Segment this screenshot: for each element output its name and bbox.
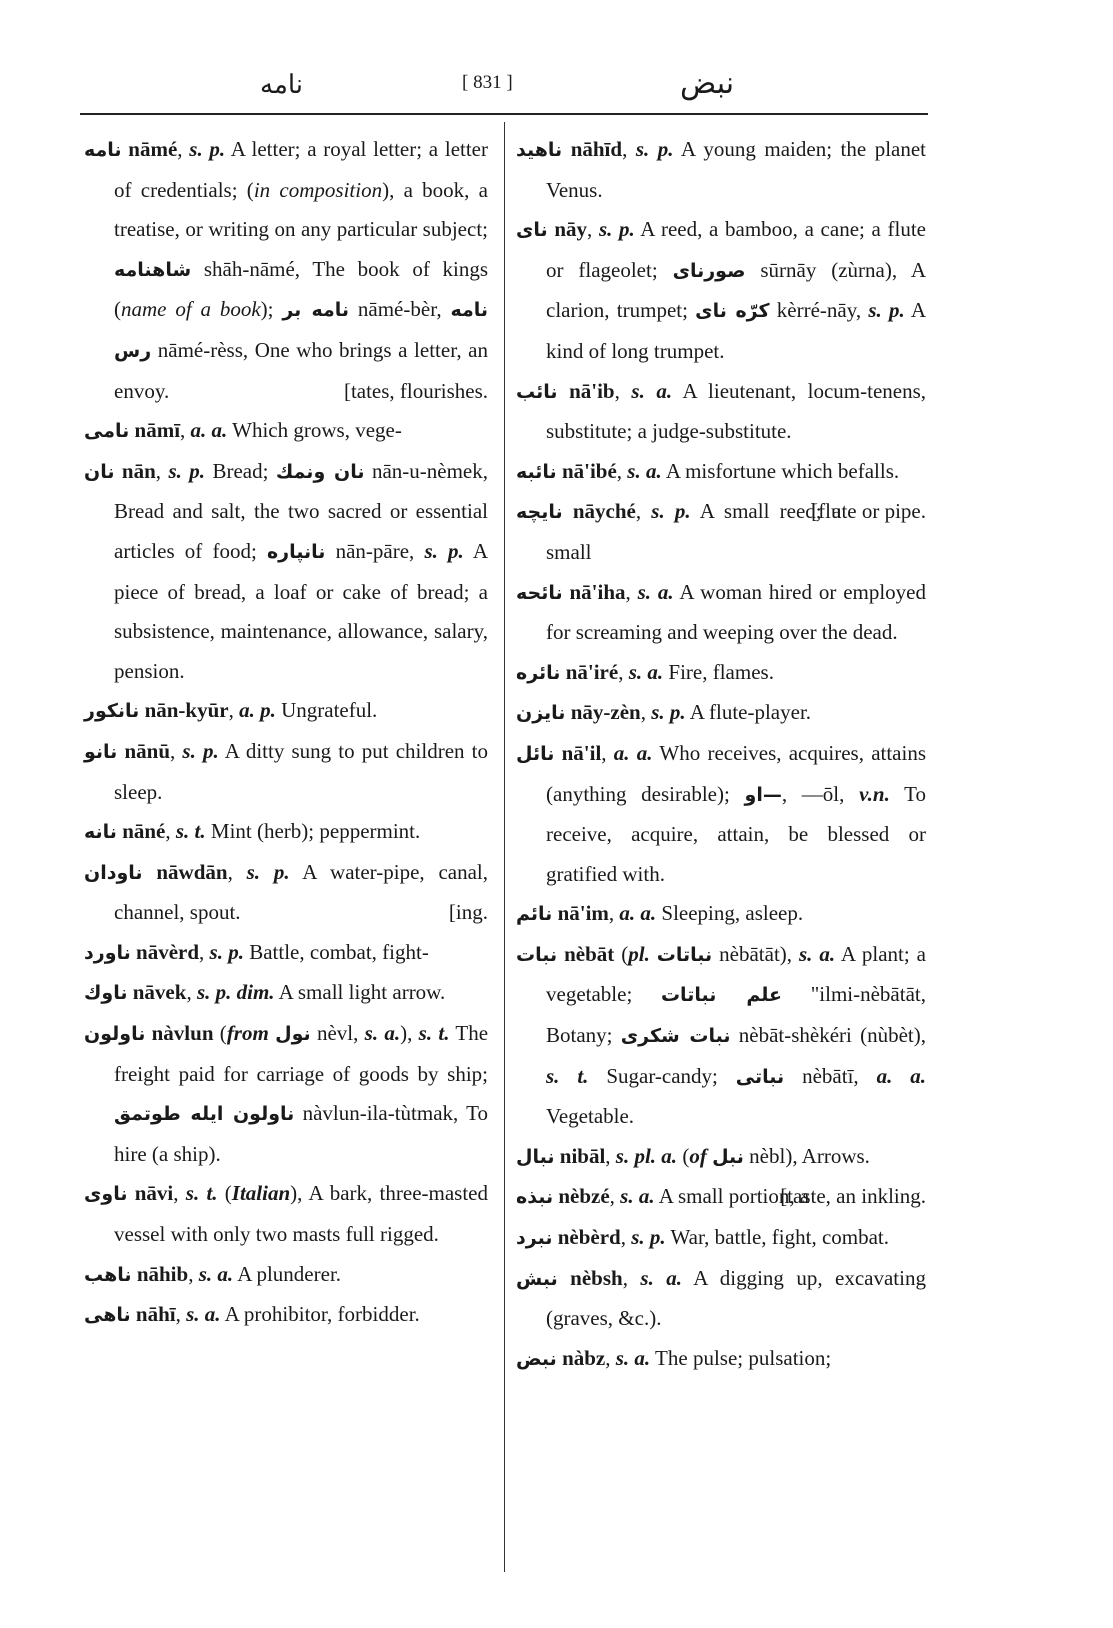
grammar-label: v.n. (859, 781, 890, 806)
definition-text: A small reed; a small (546, 499, 842, 564)
entry-transliteration: nàvlun (145, 1021, 214, 1046)
grammar-label: of (689, 1143, 707, 1168)
definition-text: , (625, 579, 638, 604)
definition-text: , (635, 499, 652, 524)
definition-text: A young maiden; the planet Venus. (546, 137, 927, 202)
dictionary-entry (84, 411, 488, 452)
grammar-label: s. t. (418, 1021, 450, 1046)
entry-transliteration: nā'ib (557, 378, 615, 403)
definition-text: nèvl, (310, 1021, 365, 1046)
definition-text: , (199, 939, 210, 964)
dictionary-entry (516, 734, 926, 894)
definition-text: , (186, 980, 197, 1005)
definition-text: A prohibitor, forbidder. (220, 1302, 420, 1327)
definition-text: nèbātī, (784, 1063, 877, 1088)
entry-arabic-headword: نان (84, 460, 115, 483)
column-divider (504, 122, 505, 1572)
entry-arabic-headword: ناهى (84, 1304, 131, 1327)
definition-text: A small light arrow. (274, 980, 446, 1005)
entry-transliteration: nāvi (127, 1181, 174, 1206)
definition-text: , (614, 378, 632, 403)
entry-transliteration: nāvek (127, 980, 187, 1005)
definition-text: A plunderer. (233, 1261, 342, 1286)
definition-text: , (170, 738, 183, 763)
definition-text: A water-pipe, canal, channel, spout. (114, 859, 488, 925)
grammar-label: s. a. (364, 1021, 401, 1046)
entry-arabic-headword: نانكور (84, 700, 140, 723)
grammar-label: s. p. (209, 939, 244, 964)
definition-text: , (616, 458, 628, 483)
definition-text: A flute-player. (685, 700, 812, 725)
carry-over-text: [taste, an inkling. (780, 1184, 926, 1209)
entry-transliteration: nā'iha (562, 579, 626, 604)
dictionary-entry (84, 973, 488, 1014)
dictionary-entry (516, 894, 926, 935)
entry-arabic-headword: نبرد (516, 1227, 553, 1250)
dictionary-entry (84, 732, 488, 812)
entry-transliteration: nèbzé (553, 1184, 610, 1209)
entry-transliteration: nāyché (562, 499, 636, 524)
grammar-label: pl. (628, 941, 650, 966)
carry-over-text: [ing. (448, 900, 488, 925)
definition-text: Bread; (205, 458, 276, 483)
entry-arabic-headword: نائم (516, 903, 553, 926)
grammar-label: a. a. (619, 901, 657, 926)
grammar-label: s. a. (637, 579, 674, 604)
grammar-label: s. a. (640, 1265, 683, 1290)
grammar-label: s. t. (185, 1181, 218, 1206)
grammar-label: s. a. (627, 458, 662, 483)
grammar-label: s. a. (198, 1261, 234, 1286)
grammar-label: Italian (231, 1181, 291, 1206)
definition-text: A misfortune which befalls. (661, 458, 900, 483)
definition-text: , (605, 1345, 616, 1370)
grammar-label: from (226, 1021, 269, 1046)
carry-over-text: [tates, flourishes. (343, 378, 488, 403)
dictionary-entry (516, 573, 926, 653)
entry-transliteration: nā'ibé (556, 458, 617, 483)
definition-text: Fire, flames. (663, 659, 774, 684)
arabic-phrase: كرّه نای (695, 300, 770, 323)
definition-text: A small portion, a (654, 1184, 810, 1209)
definition-text: , (608, 901, 620, 926)
definition-text: nèbāt-shèkéri (nùbèt), (730, 1023, 927, 1048)
entry-transliteration: nèbāt (557, 941, 615, 966)
arabic-phrase: —او (744, 783, 782, 806)
definition-text: , (587, 217, 599, 242)
definition-text: ), (400, 1021, 419, 1046)
grammar-label: s. a. (631, 378, 673, 403)
grammar-label: s. t. (175, 819, 206, 844)
entry-arabic-headword: نامی (84, 420, 130, 443)
grammar-label: s. a. (798, 941, 836, 966)
grammar-label: s. p. (189, 137, 226, 161)
grammar-label: s. p. (598, 217, 635, 242)
grammar-label: s. a. (615, 1345, 651, 1370)
dictionary-entry (84, 1295, 488, 1336)
entry-arabic-headword: نبات (516, 943, 558, 966)
entry-arabic-headword: ناولون (84, 1023, 146, 1046)
entry-transliteration: nāhī (130, 1302, 176, 1327)
entry-arabic-headword: ناورد (84, 941, 131, 964)
entry-arabic-headword: نائب (516, 380, 558, 403)
entry-arabic-headword: نائره (516, 661, 561, 684)
dictionary-entry (84, 933, 488, 974)
definition-text: ( (213, 1021, 227, 1046)
definition-text: A digging up, excavating (graves, &c.). (546, 1265, 926, 1331)
entry-arabic-headword: نبال (516, 1145, 555, 1168)
definition-text: , (640, 700, 652, 725)
definition-text: ( (677, 1143, 690, 1168)
definition-text: , (165, 819, 176, 844)
definition-text: nān-u-nèmek, Bread and salt, the two sacred or essential articles of food; (114, 458, 488, 563)
entry-arabic-headword: نبش (516, 1267, 558, 1290)
entry-transliteration: nā'iré (560, 659, 619, 684)
entry-arabic-headword: نامه (84, 139, 122, 161)
dictionary-entry (516, 1218, 926, 1259)
entry-arabic-headword: نائل (516, 742, 555, 765)
definition-text: ( (614, 941, 629, 966)
entry-transliteration: nāmī (129, 418, 181, 443)
entry-transliteration: nā'im (552, 901, 609, 926)
dictionary-entry (84, 691, 488, 732)
definition-text: nèbātāt), (712, 941, 799, 966)
definition-text: , (173, 1181, 186, 1206)
dictionary-entry (84, 1255, 488, 1296)
definition-text: , (620, 1225, 632, 1250)
definition-text: Mint (herb); peppermint. (205, 819, 421, 844)
definition-text: , (601, 740, 614, 765)
definition-text: A plant; a vegetable; (546, 941, 926, 1007)
definition-text: To receive, acquire, attain, be blessed or gratified with. (546, 781, 927, 886)
arabic-phrase: نباتات (656, 943, 713, 966)
definition-text: nān-pāre, (325, 538, 425, 563)
arabic-phrase: نباتى (735, 1065, 785, 1088)
arabic-phrase: ناولون ايله طوتمق (114, 1103, 295, 1126)
definition-text: A letter; a royal letter; a letter of credentials; ( (114, 137, 488, 202)
definition-text: "ilmi-nèbātāt, Botany; (546, 982, 926, 1048)
definition-text: nāmé-bèr, (349, 297, 451, 322)
grammar-label: s. p. (651, 499, 691, 524)
definition-text: , (188, 1261, 199, 1286)
arabic-phrase: نامه رس (114, 299, 488, 362)
entry-transliteration: nā'il (554, 740, 602, 765)
definition-text: ), a book, a treatise, or writing on any particular subject; (114, 177, 489, 242)
entry-transliteration: nānū (117, 738, 171, 763)
definition-text: Ungrateful. (275, 698, 378, 723)
arabic-phrase: علم نباتات (660, 984, 783, 1007)
definition-text: A woman hired or employed for screaming and weeping over the dead. (546, 579, 926, 645)
entry-transliteration: nān (114, 458, 156, 483)
dictionary-entry (84, 1014, 488, 1174)
entry-arabic-headword: نايچه (516, 501, 563, 524)
definition-text: , (175, 1302, 187, 1327)
definition-text: Vegetable. (546, 1104, 635, 1129)
dictionary-entry (516, 935, 926, 1137)
entry-transliteration: nāwdān (142, 859, 228, 884)
definition-text: The freight paid for carriage of goods by ship; (114, 1021, 489, 1086)
entry-arabic-headword: نبذه (516, 1186, 554, 1209)
right-column (516, 130, 926, 1379)
arabic-phrase: نانپاره (266, 540, 326, 563)
definition-text: , (609, 1184, 621, 1209)
arabic-phrase: نامه بر (282, 299, 350, 322)
carry-over-text: [flute or pipe. (811, 499, 926, 524)
definition-text: , (177, 137, 190, 161)
grammar-label: s. p. (246, 859, 290, 884)
definition-text: ( (217, 1181, 232, 1206)
definition-text: , (622, 1265, 641, 1290)
definition-text: , (622, 137, 636, 161)
entry-arabic-headword: نبض (516, 1347, 557, 1370)
definition-text: , (605, 1143, 616, 1168)
grammar-label: s. p. (635, 137, 674, 161)
entry-arabic-headword: ناوك (84, 982, 128, 1005)
grammar-label: s. p. (182, 738, 219, 763)
dictionary-entry (516, 130, 926, 210)
arabic-phrase: نان ونمك (275, 460, 365, 483)
entry-arabic-headword: ناهب (84, 1263, 132, 1286)
entry-transliteration: nān-kyūr (139, 698, 229, 723)
dictionary-entry (516, 372, 926, 452)
definition-text: A reed, a bamboo, a cane; a flute or flageolet; (546, 217, 926, 282)
grammar-label: s. a. (186, 1302, 221, 1327)
definition-text: , —ōl, (781, 781, 860, 806)
grammar-label: a. a. (613, 740, 653, 765)
italic-note: in composition (253, 177, 383, 202)
entry-transliteration: nibāl (554, 1143, 606, 1168)
entry-transliteration: nàbz (556, 1345, 606, 1370)
entry-transliteration: nèbèrd (552, 1225, 621, 1250)
italic-note: name of a book (121, 297, 261, 322)
entry-arabic-headword: نای (516, 219, 548, 242)
definition-text: , (180, 418, 191, 443)
definition-text: War, battle, fight, combat. (665, 1225, 890, 1250)
definition-text: Sugar-candy; (588, 1063, 736, 1088)
arabic-phrase: شاهنامه (114, 258, 192, 281)
definition-text: , (227, 859, 247, 884)
arabic-phrase: نول (275, 1023, 311, 1046)
dictionary-entry (84, 130, 488, 411)
definition-text: Which grows, vege- (227, 418, 402, 443)
definition-text: shāh-nāmé, The book of kings ( (114, 256, 488, 322)
dictionary-entry (84, 452, 488, 692)
dictionary-entry (84, 1174, 488, 1254)
definition-text: Who receives, acquires, attains (anything desirable); (546, 740, 927, 806)
left-column (84, 130, 488, 1336)
entry-arabic-headword: نايزن (516, 702, 566, 725)
definition-text: nāmé-rèss, One who brings a letter, an envoy. (114, 337, 488, 403)
entry-transliteration: nāy-zèn (565, 700, 641, 725)
dictionary-entry (516, 1259, 926, 1339)
entry-arabic-headword: نانه (84, 821, 117, 844)
entry-transliteration: nāy (547, 217, 588, 242)
entry-transliteration: nāné (116, 819, 166, 844)
definition-text: A ditty sung to put children to sleep. (114, 738, 488, 804)
definition-text: The pulse; pulsation; (650, 1345, 832, 1370)
definition-text: A piece of bread, a loaf or cake of bread; a subsistence, maintenance, allowance, salary, pension. (114, 538, 488, 683)
definition-text: , (155, 458, 169, 483)
entry-arabic-headword: نانو (84, 740, 118, 763)
grammar-label: a. a. (190, 418, 228, 443)
dictionary-entry (516, 1339, 926, 1380)
definition-text (650, 942, 657, 966)
grammar-label: s. p. (651, 700, 686, 725)
definition-text: , (618, 659, 629, 684)
definition-text: , (228, 698, 240, 723)
grammar-label: s. a. (620, 1184, 655, 1209)
grammar-label: s. t. (546, 1063, 589, 1088)
definition-text: Battle, combat, fight- (243, 939, 429, 964)
definition-text: A lieutenant, locum-tenens, substitute; a judge-substitute. (546, 378, 927, 444)
entry-arabic-headword: ناوى (84, 1183, 128, 1206)
header-rule (80, 113, 928, 115)
definition-text: ), A bark, three-masted vessel with only two masts full rigged. (114, 1181, 488, 1247)
page-number: [ 831 ] (462, 72, 513, 93)
entry-arabic-headword: ناودان (84, 861, 143, 884)
running-head-right: نبض (680, 66, 735, 101)
definition-text: sūrnāy (zùrna), A clarion, trumpet; (546, 257, 926, 323)
definition-text: kèrré-nāy, (769, 298, 869, 323)
definition-text: ); (260, 297, 283, 322)
dictionary-entry (516, 693, 926, 734)
grammar-label: s. p. (631, 1225, 666, 1250)
entry-arabic-headword: ناهيد (516, 139, 563, 161)
arabic-phrase: نبات شكرى (620, 1025, 731, 1048)
definition-text: nàvlun-ila-tùtmak, To hire (a ship). (114, 1101, 488, 1166)
grammar-label: s. p. (168, 458, 206, 483)
definition-text: Sleeping, asleep. (656, 901, 804, 926)
entry-transliteration: nāmé (121, 137, 178, 161)
definition-text: A kind of long trumpet. (546, 298, 926, 363)
grammar-label: s. p. dim. (196, 980, 275, 1005)
entry-transliteration: nāvèrd (130, 939, 200, 964)
entry-transliteration: nāhīd (562, 137, 623, 161)
entry-arabic-headword: نائبه (516, 460, 557, 483)
arabic-phrase: صورنای (672, 259, 746, 282)
entry-arabic-headword: نائحه (516, 581, 563, 604)
definition-text: nèbl), Arrows. (743, 1143, 870, 1168)
grammar-label: s. p. (868, 298, 905, 323)
grammar-label: s. a. (628, 659, 664, 684)
grammar-label: a. a. (876, 1063, 926, 1088)
entry-transliteration: nāhib (131, 1261, 189, 1286)
entry-transliteration: nèbsh (557, 1265, 623, 1290)
dictionary-entry (84, 853, 488, 933)
arabic-phrase: نبل (712, 1145, 744, 1168)
dictionary-entry (84, 812, 488, 853)
running-head-left: نامه (260, 70, 304, 100)
grammar-label: s. pl. a. (615, 1143, 678, 1168)
dictionary-entry (516, 653, 926, 694)
grammar-label: s. p. (424, 538, 464, 563)
grammar-label: a. p. (239, 698, 276, 723)
dictionary-entry (516, 210, 926, 371)
